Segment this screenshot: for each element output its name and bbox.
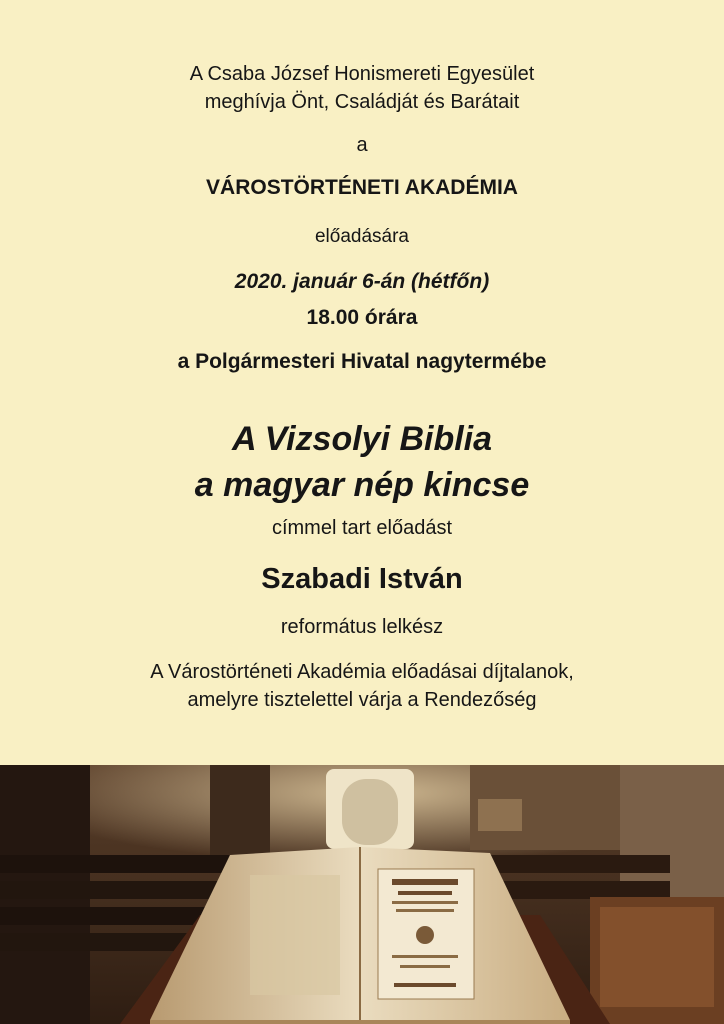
admission-note bbox=[0, 658, 724, 714]
organizer-text bbox=[0, 60, 724, 116]
lecture-title bbox=[0, 416, 724, 508]
connector-text: a bbox=[356, 134, 368, 156]
organizer-line-2: meghívja Önt, Családját és Barátait bbox=[204, 91, 520, 113]
event-date: 2020. január 6-án (hétfőn) bbox=[234, 270, 490, 293]
lecture-title-line-1: A Vizsolyi Biblia bbox=[231, 420, 493, 458]
admission-note-line-1: A Várostörténeti Akadémia előadásai díjtalanok, bbox=[150, 661, 574, 683]
speaker-name: Szabadi István bbox=[261, 563, 463, 595]
open-bible-photo bbox=[0, 765, 724, 1024]
event-venue: a Polgármesteri Hivatal nagytermébe bbox=[177, 350, 547, 373]
event-time: 18.00 órára bbox=[306, 306, 418, 329]
lecture-title-line-2: a magyar nép kincse bbox=[194, 466, 530, 504]
lecture-suffix: címmel tart előadást bbox=[271, 517, 453, 539]
event-suffix: előadására bbox=[314, 226, 410, 247]
admission-note-line-2: amelyre tisztelettel várja a Rendezőség bbox=[187, 689, 537, 711]
organizer-line-1: A Csaba József Honismereti Egyesület bbox=[189, 63, 535, 85]
event-name: VÁROSTÖRTÉNETI AKADÉMIA bbox=[206, 176, 518, 199]
speaker-role: református lelkész bbox=[280, 616, 444, 638]
